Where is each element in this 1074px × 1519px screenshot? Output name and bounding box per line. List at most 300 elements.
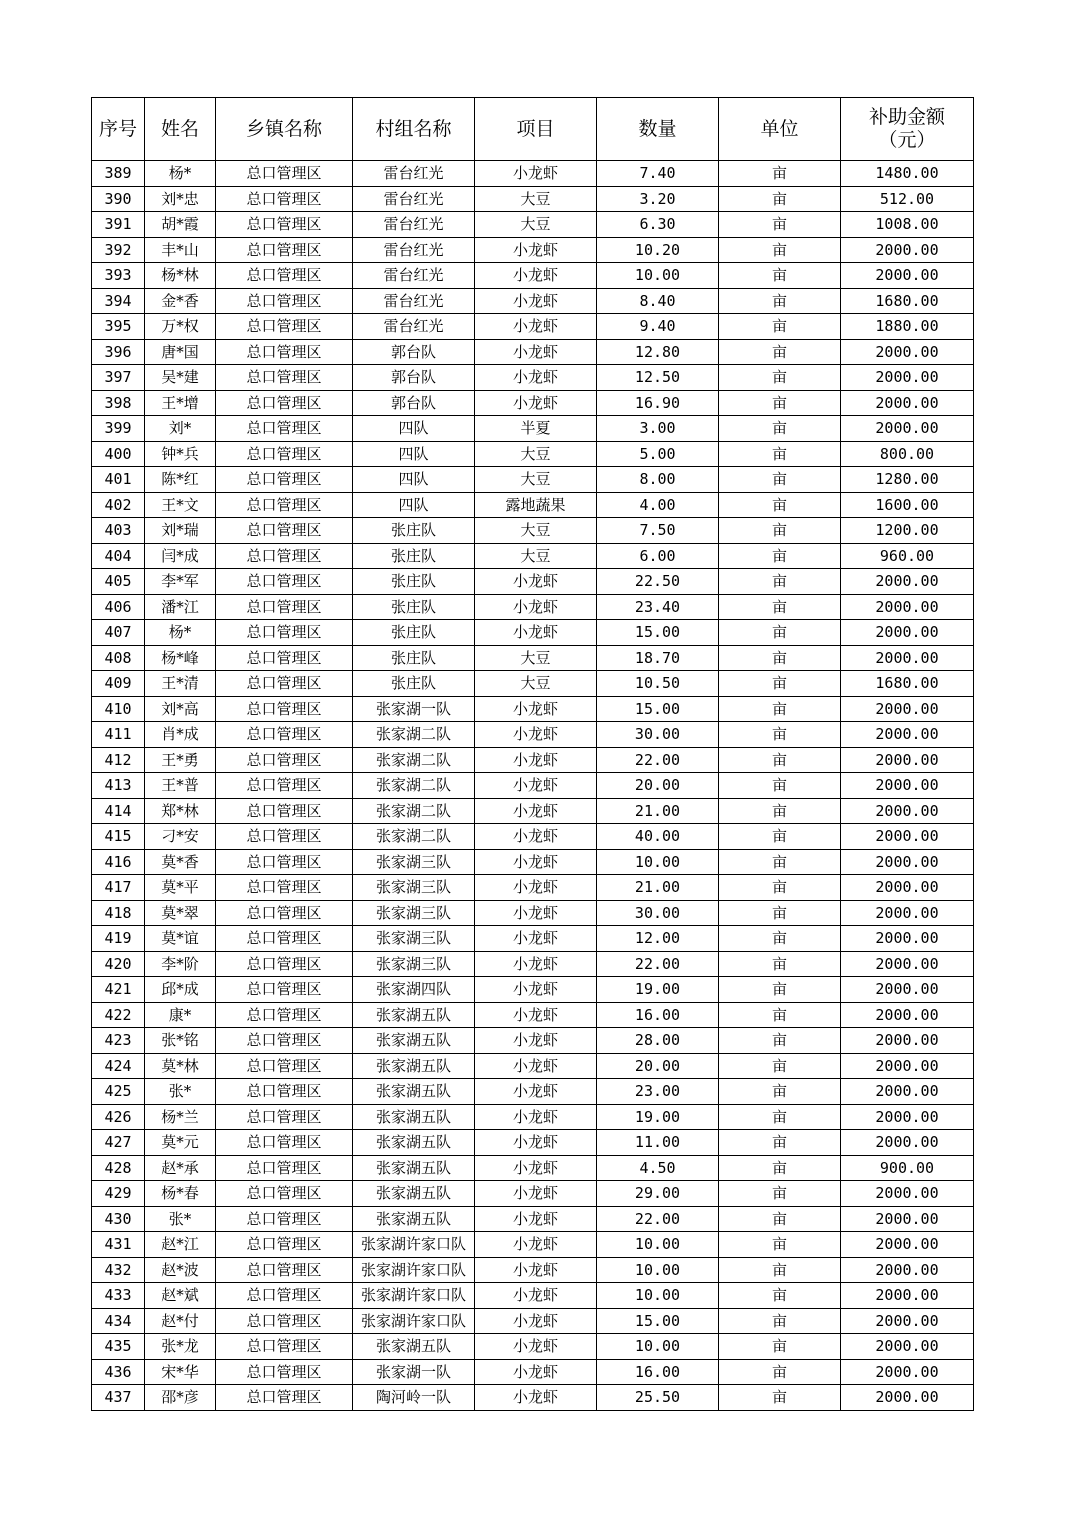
table-row	[92, 1155, 974, 1181]
cell-project: 小龙虾	[475, 773, 597, 799]
cell-project: 小龙虾	[475, 263, 597, 289]
cell-serial-number: 414	[92, 798, 145, 824]
cell-serial-number: 426	[92, 1104, 145, 1130]
header-village-group: 村组名称	[353, 98, 475, 161]
cell-village-group: 张家湖三队	[353, 875, 475, 901]
table-row	[92, 569, 974, 595]
cell-subsidy-amount: 2000.00	[841, 798, 974, 824]
cell-serial-number: 406	[92, 594, 145, 620]
cell-name: 杨*峰	[145, 645, 216, 671]
cell-quantity: 11.00	[597, 1130, 719, 1156]
cell-quantity: 6.30	[597, 212, 719, 238]
table-row	[92, 1308, 974, 1334]
cell-township: 总口管理区	[216, 161, 353, 187]
table-row	[92, 263, 974, 289]
cell-name: 邵*彦	[145, 1385, 216, 1411]
cell-township: 总口管理区	[216, 1181, 353, 1207]
cell-township: 总口管理区	[216, 263, 353, 289]
table-row	[92, 977, 974, 1003]
cell-unit: 亩	[719, 875, 841, 901]
cell-project: 小龙虾	[475, 1334, 597, 1360]
cell-serial-number: 413	[92, 773, 145, 799]
cell-project: 大豆	[475, 186, 597, 212]
cell-serial-number: 401	[92, 467, 145, 493]
cell-unit: 亩	[719, 1104, 841, 1130]
cell-subsidy-amount: 2000.00	[841, 1206, 974, 1232]
cell-township: 总口管理区	[216, 824, 353, 850]
cell-project: 大豆	[475, 467, 597, 493]
cell-name: 张*龙	[145, 1334, 216, 1360]
cell-quantity: 10.00	[597, 263, 719, 289]
cell-unit: 亩	[719, 1130, 841, 1156]
cell-township: 总口管理区	[216, 798, 353, 824]
cell-subsidy-amount: 2000.00	[841, 1053, 974, 1079]
cell-village-group: 张家湖五队	[353, 1155, 475, 1181]
cell-project: 小龙虾	[475, 569, 597, 595]
cell-project: 小龙虾	[475, 1257, 597, 1283]
cell-name: 莫*平	[145, 875, 216, 901]
table-row	[92, 1130, 974, 1156]
cell-quantity: 22.00	[597, 747, 719, 773]
cell-township: 总口管理区	[216, 237, 353, 263]
header-township: 乡镇名称	[216, 98, 353, 161]
cell-village-group: 张庄队	[353, 594, 475, 620]
cell-name: 康*	[145, 1002, 216, 1028]
cell-unit: 亩	[719, 1257, 841, 1283]
table-row	[92, 1028, 974, 1054]
cell-quantity: 10.00	[597, 1232, 719, 1258]
table-row	[92, 875, 974, 901]
cell-township: 总口管理区	[216, 1079, 353, 1105]
cell-unit: 亩	[719, 1002, 841, 1028]
cell-unit: 亩	[719, 696, 841, 722]
table-row	[92, 951, 974, 977]
cell-serial-number: 435	[92, 1334, 145, 1360]
cell-township: 总口管理区	[216, 186, 353, 212]
cell-township: 总口管理区	[216, 1104, 353, 1130]
cell-township: 总口管理区	[216, 467, 353, 493]
table-row	[92, 849, 974, 875]
cell-name: 王*文	[145, 492, 216, 518]
cell-name: 钟*兵	[145, 441, 216, 467]
cell-village-group: 张家湖五队	[353, 1079, 475, 1105]
cell-project: 小龙虾	[475, 900, 597, 926]
cell-subsidy-amount: 2000.00	[841, 824, 974, 850]
cell-name: 张*	[145, 1079, 216, 1105]
cell-quantity: 10.00	[597, 849, 719, 875]
cell-name: 杨*春	[145, 1181, 216, 1207]
header-serial-number: 序号	[92, 98, 145, 161]
cell-township: 总口管理区	[216, 1334, 353, 1360]
cell-unit: 亩	[719, 1079, 841, 1105]
cell-subsidy-amount: 2000.00	[841, 237, 974, 263]
cell-township: 总口管理区	[216, 671, 353, 697]
cell-serial-number: 405	[92, 569, 145, 595]
cell-quantity: 10.00	[597, 1283, 719, 1309]
cell-township: 总口管理区	[216, 696, 353, 722]
table-row	[92, 288, 974, 314]
cell-unit: 亩	[719, 824, 841, 850]
cell-serial-number: 402	[92, 492, 145, 518]
cell-serial-number: 416	[92, 849, 145, 875]
table-row	[92, 1334, 974, 1360]
cell-quantity: 16.00	[597, 1002, 719, 1028]
cell-project: 小龙虾	[475, 951, 597, 977]
cell-name: 赵*波	[145, 1257, 216, 1283]
cell-quantity: 20.00	[597, 1053, 719, 1079]
cell-unit: 亩	[719, 671, 841, 697]
cell-project: 小龙虾	[475, 722, 597, 748]
cell-unit: 亩	[719, 161, 841, 187]
header-quantity: 数量	[597, 98, 719, 161]
cell-township: 总口管理区	[216, 314, 353, 340]
cell-subsidy-amount: 1280.00	[841, 467, 974, 493]
cell-township: 总口管理区	[216, 1385, 353, 1411]
cell-serial-number: 422	[92, 1002, 145, 1028]
cell-unit: 亩	[719, 1359, 841, 1385]
cell-unit: 亩	[719, 1283, 841, 1309]
cell-subsidy-amount: 2000.00	[841, 390, 974, 416]
cell-subsidy-amount: 2000.00	[841, 900, 974, 926]
cell-quantity: 23.40	[597, 594, 719, 620]
cell-name: 郑*林	[145, 798, 216, 824]
cell-unit: 亩	[719, 543, 841, 569]
cell-serial-number: 391	[92, 212, 145, 238]
table-row	[92, 747, 974, 773]
cell-village-group: 张家湖三队	[353, 951, 475, 977]
cell-subsidy-amount: 512.00	[841, 186, 974, 212]
cell-village-group: 陶河岭一队	[353, 1385, 475, 1411]
cell-subsidy-amount: 2000.00	[841, 1028, 974, 1054]
header-name: 姓名	[145, 98, 216, 161]
cell-serial-number: 434	[92, 1308, 145, 1334]
cell-township: 总口管理区	[216, 1053, 353, 1079]
cell-name: 杨*	[145, 161, 216, 187]
cell-township: 总口管理区	[216, 1155, 353, 1181]
table-row	[92, 824, 974, 850]
cell-name: 赵*江	[145, 1232, 216, 1258]
cell-village-group: 张家湖二队	[353, 824, 475, 850]
cell-subsidy-amount: 2000.00	[841, 339, 974, 365]
cell-name: 刘*高	[145, 696, 216, 722]
cell-subsidy-amount: 2000.00	[841, 1104, 974, 1130]
cell-serial-number: 396	[92, 339, 145, 365]
cell-name: 邱*成	[145, 977, 216, 1003]
cell-township: 总口管理区	[216, 951, 353, 977]
cell-village-group: 张家湖许家口队	[353, 1257, 475, 1283]
cell-project: 小龙虾	[475, 237, 597, 263]
cell-quantity: 10.20	[597, 237, 719, 263]
table-row	[92, 441, 974, 467]
cell-project: 大豆	[475, 212, 597, 238]
cell-village-group: 张庄队	[353, 620, 475, 646]
cell-village-group: 张家湖五队	[353, 1334, 475, 1360]
table-row	[92, 1002, 974, 1028]
cell-name: 潘*江	[145, 594, 216, 620]
cell-serial-number: 408	[92, 645, 145, 671]
cell-name: 陈*红	[145, 467, 216, 493]
cell-village-group: 雷台红光	[353, 212, 475, 238]
table-row	[92, 1283, 974, 1309]
cell-name: 王*普	[145, 773, 216, 799]
table-row	[92, 1206, 974, 1232]
cell-township: 总口管理区	[216, 1002, 353, 1028]
cell-name: 吴*建	[145, 365, 216, 391]
table-row	[92, 594, 974, 620]
cell-subsidy-amount: 2000.00	[841, 977, 974, 1003]
cell-serial-number: 429	[92, 1181, 145, 1207]
cell-unit: 亩	[719, 645, 841, 671]
table-row	[92, 1104, 974, 1130]
cell-village-group: 雷台红光	[353, 237, 475, 263]
cell-name: 万*权	[145, 314, 216, 340]
cell-project: 小龙虾	[475, 620, 597, 646]
cell-project: 大豆	[475, 543, 597, 569]
cell-village-group: 张家湖三队	[353, 926, 475, 952]
cell-name: 李*军	[145, 569, 216, 595]
cell-unit: 亩	[719, 1385, 841, 1411]
cell-unit: 亩	[719, 212, 841, 238]
cell-project: 小龙虾	[475, 747, 597, 773]
cell-quantity: 15.00	[597, 620, 719, 646]
cell-project: 小龙虾	[475, 1206, 597, 1232]
cell-township: 总口管理区	[216, 926, 353, 952]
cell-quantity: 25.50	[597, 1385, 719, 1411]
cell-subsidy-amount: 2000.00	[841, 594, 974, 620]
cell-project: 小龙虾	[475, 161, 597, 187]
cell-subsidy-amount: 2000.00	[841, 951, 974, 977]
cell-unit: 亩	[719, 1028, 841, 1054]
cell-quantity: 15.00	[597, 1308, 719, 1334]
cell-serial-number: 410	[92, 696, 145, 722]
cell-project: 小龙虾	[475, 849, 597, 875]
cell-village-group: 张家湖五队	[353, 1206, 475, 1232]
cell-village-group: 张家湖二队	[353, 747, 475, 773]
cell-subsidy-amount: 2000.00	[841, 696, 974, 722]
cell-subsidy-amount: 2000.00	[841, 926, 974, 952]
cell-name: 杨*	[145, 620, 216, 646]
cell-township: 总口管理区	[216, 875, 353, 901]
cell-name: 刘*忠	[145, 186, 216, 212]
cell-subsidy-amount: 900.00	[841, 1155, 974, 1181]
cell-quantity: 16.90	[597, 390, 719, 416]
cell-project: 小龙虾	[475, 1232, 597, 1258]
cell-serial-number: 430	[92, 1206, 145, 1232]
cell-quantity: 30.00	[597, 900, 719, 926]
cell-serial-number: 415	[92, 824, 145, 850]
cell-township: 总口管理区	[216, 1257, 353, 1283]
cell-township: 总口管理区	[216, 441, 353, 467]
subsidy-document-page	[91, 97, 974, 1411]
table-row	[92, 722, 974, 748]
cell-quantity: 5.00	[597, 441, 719, 467]
cell-serial-number: 428	[92, 1155, 145, 1181]
table-row	[92, 1385, 974, 1411]
cell-serial-number: 389	[92, 161, 145, 187]
cell-village-group: 雷台红光	[353, 186, 475, 212]
cell-project: 小龙虾	[475, 696, 597, 722]
cell-village-group: 四队	[353, 467, 475, 493]
cell-project: 大豆	[475, 518, 597, 544]
cell-quantity: 18.70	[597, 645, 719, 671]
cell-quantity: 15.00	[597, 696, 719, 722]
cell-unit: 亩	[719, 416, 841, 442]
cell-township: 总口管理区	[216, 339, 353, 365]
cell-project: 半夏	[475, 416, 597, 442]
cell-serial-number: 412	[92, 747, 145, 773]
cell-project: 小龙虾	[475, 1053, 597, 1079]
cell-subsidy-amount: 2000.00	[841, 1283, 974, 1309]
table-body	[92, 161, 974, 1411]
cell-township: 总口管理区	[216, 416, 353, 442]
header-row	[92, 98, 974, 161]
cell-subsidy-amount: 2000.00	[841, 569, 974, 595]
cell-quantity: 3.00	[597, 416, 719, 442]
cell-quantity: 28.00	[597, 1028, 719, 1054]
cell-name: 王*增	[145, 390, 216, 416]
cell-village-group: 雷台红光	[353, 314, 475, 340]
cell-village-group: 郭台队	[353, 365, 475, 391]
cell-project: 小龙虾	[475, 1283, 597, 1309]
cell-unit: 亩	[719, 441, 841, 467]
cell-project: 小龙虾	[475, 977, 597, 1003]
cell-township: 总口管理区	[216, 722, 353, 748]
cell-name: 王*勇	[145, 747, 216, 773]
cell-serial-number: 419	[92, 926, 145, 952]
cell-quantity: 6.00	[597, 543, 719, 569]
cell-unit: 亩	[719, 263, 841, 289]
cell-subsidy-amount: 2000.00	[841, 875, 974, 901]
table-row	[92, 186, 974, 212]
cell-project: 小龙虾	[475, 926, 597, 952]
cell-project: 小龙虾	[475, 875, 597, 901]
cell-unit: 亩	[719, 926, 841, 952]
cell-quantity: 10.00	[597, 1257, 719, 1283]
cell-serial-number: 437	[92, 1385, 145, 1411]
cell-village-group: 张家湖二队	[353, 798, 475, 824]
cell-township: 总口管理区	[216, 1130, 353, 1156]
table-row	[92, 696, 974, 722]
cell-serial-number: 392	[92, 237, 145, 263]
cell-unit: 亩	[719, 1053, 841, 1079]
cell-serial-number: 390	[92, 186, 145, 212]
cell-township: 总口管理区	[216, 288, 353, 314]
cell-unit: 亩	[719, 186, 841, 212]
cell-project: 小龙虾	[475, 594, 597, 620]
cell-project: 小龙虾	[475, 390, 597, 416]
cell-subsidy-amount: 2000.00	[841, 365, 974, 391]
table-row	[92, 1079, 974, 1105]
cell-subsidy-amount: 2000.00	[841, 645, 974, 671]
cell-subsidy-amount: 2000.00	[841, 1232, 974, 1258]
cell-quantity: 19.00	[597, 977, 719, 1003]
table-row	[92, 1053, 974, 1079]
cell-project: 小龙虾	[475, 288, 597, 314]
cell-name: 莫*元	[145, 1130, 216, 1156]
cell-unit: 亩	[719, 1155, 841, 1181]
cell-unit: 亩	[719, 1334, 841, 1360]
header-subsidy-amount: 补助金额 （元）	[841, 98, 974, 161]
cell-name: 刁*安	[145, 824, 216, 850]
cell-quantity: 8.00	[597, 467, 719, 493]
table-row	[92, 926, 974, 952]
cell-subsidy-amount: 2000.00	[841, 722, 974, 748]
cell-subsidy-amount: 2000.00	[841, 1181, 974, 1207]
table-header	[92, 98, 974, 161]
cell-township: 总口管理区	[216, 1232, 353, 1258]
cell-township: 总口管理区	[216, 518, 353, 544]
cell-serial-number: 409	[92, 671, 145, 697]
cell-village-group: 雷台红光	[353, 263, 475, 289]
table-row	[92, 645, 974, 671]
cell-unit: 亩	[719, 518, 841, 544]
cell-unit: 亩	[719, 620, 841, 646]
table-row	[92, 620, 974, 646]
cell-name: 刘*瑞	[145, 518, 216, 544]
cell-unit: 亩	[719, 773, 841, 799]
cell-serial-number: 404	[92, 543, 145, 569]
cell-subsidy-amount: 2000.00	[841, 416, 974, 442]
cell-village-group: 四队	[353, 416, 475, 442]
cell-project: 小龙虾	[475, 339, 597, 365]
cell-quantity: 12.50	[597, 365, 719, 391]
cell-project: 大豆	[475, 645, 597, 671]
cell-village-group: 张庄队	[353, 569, 475, 595]
cell-name: 金*香	[145, 288, 216, 314]
cell-serial-number: 418	[92, 900, 145, 926]
cell-unit: 亩	[719, 1308, 841, 1334]
cell-subsidy-amount: 1680.00	[841, 288, 974, 314]
cell-serial-number: 403	[92, 518, 145, 544]
cell-township: 总口管理区	[216, 747, 353, 773]
cell-project: 小龙虾	[475, 824, 597, 850]
cell-name: 刘*	[145, 416, 216, 442]
table-row	[92, 365, 974, 391]
cell-village-group: 雷台红光	[353, 161, 475, 187]
cell-serial-number: 436	[92, 1359, 145, 1385]
cell-serial-number: 393	[92, 263, 145, 289]
cell-serial-number: 421	[92, 977, 145, 1003]
cell-village-group: 郭台队	[353, 339, 475, 365]
cell-name: 张*	[145, 1206, 216, 1232]
table-row	[92, 467, 974, 493]
cell-township: 总口管理区	[216, 365, 353, 391]
table-row	[92, 671, 974, 697]
cell-subsidy-amount: 2000.00	[841, 1359, 974, 1385]
table-row	[92, 314, 974, 340]
subsidy-table	[91, 97, 974, 1411]
cell-subsidy-amount: 2000.00	[841, 1079, 974, 1105]
table-row	[92, 1232, 974, 1258]
cell-name: 莫*香	[145, 849, 216, 875]
cell-quantity: 30.00	[597, 722, 719, 748]
cell-village-group: 张家湖许家口队	[353, 1283, 475, 1309]
cell-unit: 亩	[719, 569, 841, 595]
cell-township: 总口管理区	[216, 1028, 353, 1054]
cell-township: 总口管理区	[216, 773, 353, 799]
cell-project: 小龙虾	[475, 1181, 597, 1207]
table-row	[92, 798, 974, 824]
cell-serial-number: 420	[92, 951, 145, 977]
table-row	[92, 390, 974, 416]
cell-name: 唐*国	[145, 339, 216, 365]
header-unit: 单位	[719, 98, 841, 161]
cell-quantity: 4.00	[597, 492, 719, 518]
cell-subsidy-amount: 2000.00	[841, 747, 974, 773]
cell-village-group: 张家湖五队	[353, 1028, 475, 1054]
cell-township: 总口管理区	[216, 620, 353, 646]
cell-unit: 亩	[719, 314, 841, 340]
